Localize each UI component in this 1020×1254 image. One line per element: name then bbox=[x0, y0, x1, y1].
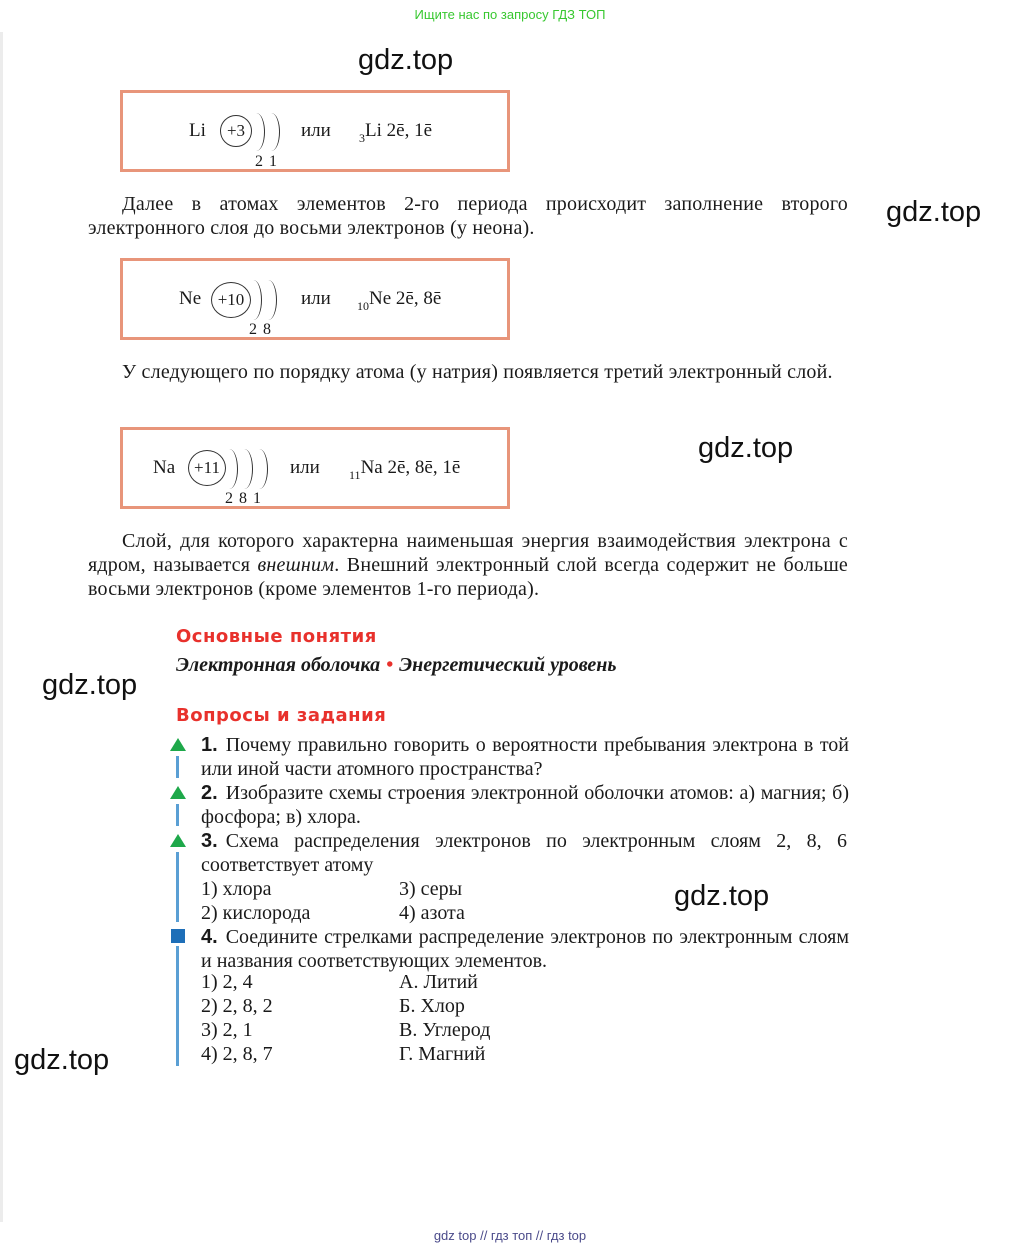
level-triangle-icon bbox=[170, 834, 186, 847]
question-3 bbox=[201, 829, 847, 877]
match-right-item: Б. Хлор bbox=[399, 995, 465, 1017]
question-text: Соедините стрелками распределение электронов по электронным слоям и названия соответствующих элементов. bbox=[201, 926, 849, 972]
answer-option: 1) хлора bbox=[201, 878, 272, 900]
electron-layer-arc bbox=[263, 113, 280, 151]
electron-formula: Na 2ē, 8ē, 1ē bbox=[360, 457, 461, 478]
question-number: 1. bbox=[201, 734, 218, 756]
question-number: 3. bbox=[201, 830, 218, 852]
electron-layer-arc bbox=[260, 280, 277, 320]
element-symbol: Li bbox=[189, 120, 206, 141]
question-bar bbox=[176, 852, 179, 922]
concepts-heading: Основные понятия bbox=[176, 626, 377, 647]
sodium-scheme-box bbox=[120, 427, 510, 509]
question-text: Изобразите схемы строения электронной оболочки атомов: а) магния; б) фосфора; в) хлора. bbox=[201, 782, 849, 828]
match-right-item: В. Углерод bbox=[399, 1019, 491, 1041]
watermark: gdz.top bbox=[42, 669, 138, 701]
watermark: gdz.top bbox=[886, 196, 982, 228]
paragraph-text: Слой, для которого характерна наименьшая энергия взаимодействия электрона с ядром, называется bbox=[88, 530, 848, 576]
element-symbol: Ne bbox=[179, 288, 202, 309]
electron-counts: 2 1 bbox=[255, 153, 278, 170]
or-word: или bbox=[301, 120, 331, 141]
question-number: 4. bbox=[201, 926, 218, 948]
concept-item: Энергетический уровень bbox=[399, 654, 617, 676]
paragraph-text: . Внешний электронный слой всегда содержит не больше восьми электронов (кроме элементов 1-го периода). bbox=[88, 554, 848, 600]
concept-item: Электронная оболочка bbox=[176, 654, 381, 676]
term-italic: внешним bbox=[257, 554, 335, 576]
atomic-number: 11 bbox=[349, 468, 361, 482]
question-text: Почему правильно говорить о вероятности пребывания электрона в той или иной части атомного пространства? bbox=[201, 734, 849, 780]
level-square-icon bbox=[171, 929, 185, 943]
answer-option: 4) азота bbox=[399, 902, 465, 924]
watermark: gdz.top bbox=[14, 1044, 110, 1076]
watermark: gdz.top bbox=[358, 44, 454, 76]
or-word: или bbox=[290, 457, 320, 478]
top-banner[interactable]: Ищите нас по запросу ГДЗ ТОП bbox=[414, 7, 606, 22]
footer-links[interactable]: gdz top // гдз топ // гдз top bbox=[433, 1228, 587, 1243]
match-left-item: 2) 2, 8, 2 bbox=[201, 995, 273, 1017]
match-left-item: 4) 2, 8, 7 bbox=[201, 1043, 273, 1065]
match-right-item: А. Литий bbox=[399, 971, 478, 993]
watermark: gdz.top bbox=[698, 432, 794, 464]
electron-layer-arc bbox=[251, 449, 268, 489]
watermark: gdz.top bbox=[674, 880, 770, 912]
level-triangle-icon bbox=[170, 786, 186, 799]
element-symbol: Na bbox=[153, 457, 176, 478]
atomic-number: 10 bbox=[357, 299, 369, 313]
level-triangle-icon bbox=[170, 738, 186, 751]
question-text: Схема распределения электронов по электронным слоям 2, 8, 6 соответствует атому bbox=[201, 830, 847, 876]
question-bar bbox=[176, 946, 179, 1066]
electron-counts: 2 8 1 bbox=[225, 490, 262, 507]
match-left-item: 1) 2, 4 bbox=[201, 971, 253, 993]
lithium-scheme-box bbox=[120, 90, 510, 172]
electron-formula: Ne 2ē, 8ē bbox=[369, 288, 442, 309]
concepts-list bbox=[176, 654, 617, 677]
paragraph: У следующего по порядку атома (у натрия) появляется третий электронный слой. bbox=[122, 361, 833, 383]
match-right-item: Г. Магний bbox=[399, 1043, 486, 1065]
answer-option: 3) серы bbox=[399, 878, 463, 900]
match-left-item: 3) 2, 1 bbox=[201, 1019, 253, 1041]
electron-formula: Li 2ē, 1ē bbox=[365, 120, 433, 141]
neon-scheme-box bbox=[120, 258, 510, 340]
electron-counts: 2 8 bbox=[249, 321, 272, 338]
question-1 bbox=[201, 733, 849, 781]
or-word: или bbox=[301, 288, 331, 309]
left-divider bbox=[0, 32, 3, 1222]
nucleus-charge: +11 bbox=[188, 450, 226, 486]
question-number: 2. bbox=[201, 782, 218, 804]
question-4 bbox=[201, 925, 849, 973]
questions-heading: Вопросы и задания bbox=[176, 705, 387, 726]
nucleus-charge: +10 bbox=[211, 282, 251, 318]
answer-option: 2) кислорода bbox=[201, 902, 311, 924]
question-2 bbox=[201, 781, 849, 829]
paragraph bbox=[88, 529, 848, 601]
concept-separator: • bbox=[386, 654, 394, 676]
question-bar bbox=[176, 804, 179, 826]
question-bar bbox=[176, 756, 179, 778]
atomic-number: 3 bbox=[359, 131, 365, 145]
nucleus-charge: +3 bbox=[220, 115, 252, 147]
paragraph: Далее в атомах элементов 2-го периода происходит заполнение второго электронного слоя до восьми электронов (у неона). bbox=[88, 193, 848, 239]
